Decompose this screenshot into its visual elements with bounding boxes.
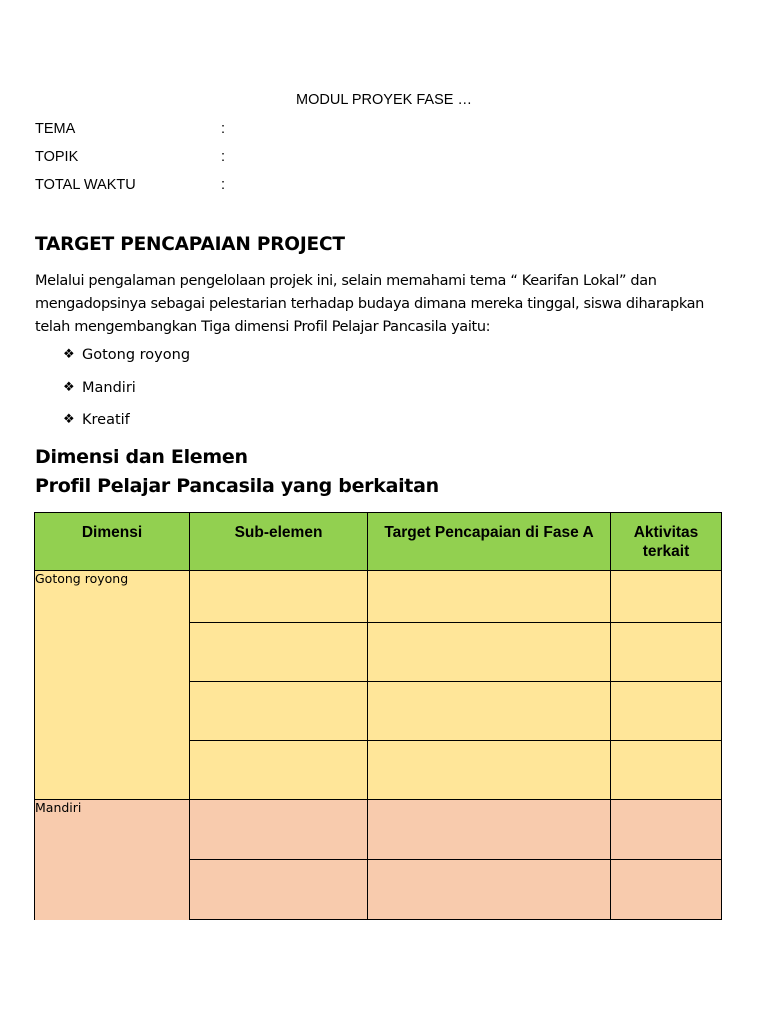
- intro-line: telah mengembangkan Tiga dimensi Profil Pelajar Pancasila yaitu:: [35, 319, 491, 335]
- bullet-text: Mandiri: [82, 379, 136, 396]
- subtitle-line-1: Dimensi dan Elemen: [35, 446, 248, 468]
- target-cell[interactable]: [368, 623, 611, 682]
- list-item: [63, 347, 190, 380]
- diamond-bullet-icon: ❖: [63, 379, 75, 395]
- bullet-text: Kreatif: [82, 412, 130, 428]
- target-cell[interactable]: [368, 800, 611, 860]
- aktivitas-cell[interactable]: [611, 741, 722, 800]
- sub-elemen-cell[interactable]: [190, 800, 368, 860]
- list-item: [63, 412, 190, 445]
- dimension-bullet-list: [63, 347, 190, 445]
- bullet-text: Gotong royong: [82, 347, 191, 363]
- aktivitas-cell[interactable]: [611, 571, 722, 623]
- meta-label: TEMA: [35, 121, 76, 137]
- aktivitas-cell[interactable]: [611, 682, 722, 741]
- diamond-bullet-icon: ❖: [63, 412, 75, 427]
- target-cell[interactable]: [368, 571, 611, 623]
- aktivitas-cell[interactable]: [611, 800, 722, 860]
- aktivitas-cell[interactable]: [611, 623, 722, 682]
- meta-label: TOPIK: [35, 149, 79, 165]
- sub-elemen-cell[interactable]: [190, 741, 368, 800]
- sub-elemen-cell[interactable]: [190, 571, 368, 623]
- diamond-bullet-icon: ❖: [63, 347, 75, 362]
- header-sub-elemen: Sub-elemen: [190, 513, 368, 571]
- subtitle-line-2: Profil Pelajar Pancasila yang berkaitan: [35, 475, 439, 497]
- meta-colon: :: [221, 177, 226, 193]
- table-row: [35, 571, 722, 623]
- intro-line: mengadopsinya sebagai pelestarian terhadap budaya dimana mereka tinggal, siswa diharapkan: [35, 296, 705, 312]
- dimension-cell-mandiri: Mandiri: [35, 800, 190, 920]
- header-aktivitas: Aktivitas terkait: [611, 513, 722, 571]
- meta-row-topik: [35, 149, 225, 169]
- page-heading: MODUL PROYEK FASE …: [296, 92, 472, 108]
- list-item: [63, 380, 190, 413]
- dimension-table: [34, 512, 722, 920]
- meta-colon: :: [221, 149, 226, 165]
- intro-line: Melalui pengalaman pengelolaan projek ini, selain memahami tema “ Kearifan Lokal” dan: [35, 273, 657, 289]
- sub-elemen-cell[interactable]: [190, 682, 368, 741]
- meta-row-tema: [35, 121, 225, 141]
- table-row: [35, 800, 722, 860]
- table-header-row: [35, 513, 722, 571]
- section-title: TARGET PENCAPAIAN PROJECT: [35, 234, 345, 255]
- target-cell[interactable]: [368, 741, 611, 800]
- target-cell[interactable]: [368, 860, 611, 920]
- intro-paragraph: [35, 270, 740, 339]
- meta-label: TOTAL WAKTU: [35, 177, 136, 193]
- header-dimensi: Dimensi: [35, 513, 190, 571]
- meta-row-total-waktu: [35, 177, 225, 197]
- header-target-pencapaian: Target Pencapaian di Fase A: [368, 513, 611, 571]
- meta-colon: :: [221, 121, 226, 137]
- sub-elemen-cell[interactable]: [190, 860, 368, 920]
- target-cell[interactable]: [368, 682, 611, 741]
- sub-elemen-cell[interactable]: [190, 623, 368, 682]
- dimension-cell-gotong-royong: Gotong royong: [35, 571, 190, 800]
- aktivitas-cell[interactable]: [611, 860, 722, 920]
